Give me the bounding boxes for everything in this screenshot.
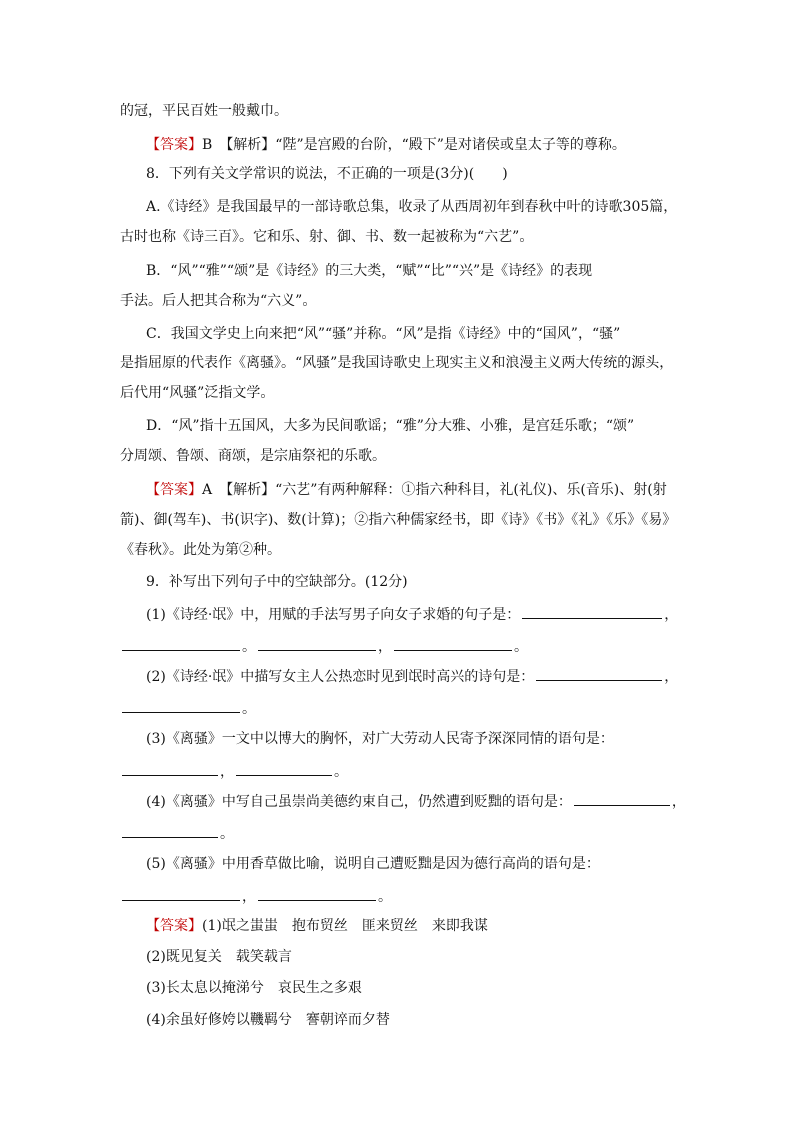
answer-9-line1 — [146, 916, 676, 936]
punct: ， — [220, 764, 234, 780]
punct: ， — [242, 889, 256, 905]
answer-blank[interactable] — [122, 823, 218, 838]
answer-blank[interactable] — [122, 698, 240, 713]
answer-tag: 【答案】 — [146, 482, 202, 498]
option-c-line1: C．我国文学史上向来把“风”“骚”并称。“风”是指《诗经》中的“国风”，“骚” — [146, 326, 621, 342]
answer-blank[interactable] — [122, 761, 218, 776]
punct: ， — [671, 794, 686, 810]
option-c-line3: 后代用“风骚”泛指文学。 — [120, 385, 275, 401]
sentence-3-line1 — [146, 729, 676, 749]
sentence-text: (2)《诗经·氓》中描写女主人公热恋时见到氓时高兴的诗句是： — [146, 669, 535, 685]
punct: 。 — [242, 701, 256, 717]
answer-blank[interactable] — [574, 791, 670, 806]
answer-7 — [146, 135, 676, 155]
option-a-line1: A.《诗经》是我国最早的一部诗歌总集，收录了从西周初年到春秋中叶的诗歌305篇， — [146, 199, 678, 215]
option-b-line2: 手法。后人把其合称为“六义”。 — [120, 293, 317, 309]
punct: 。 — [242, 639, 256, 655]
punct: ， — [664, 669, 679, 685]
answer-8-line3: 《春秋》。此处为第②种。 — [120, 542, 281, 558]
text-line: 的冠，平民百姓一般戴巾。 — [120, 103, 288, 119]
answer-blank[interactable] — [122, 886, 240, 901]
sentence-text: (5)《离骚》中用香草做比喻，说明自己遭贬黜是因为德行高尚的语句是： — [146, 856, 600, 872]
answer-text: B 【解析】“陛”是宫殿的台阶，“殿下”是对诸侯或皇太子等的尊称。 — [202, 137, 626, 153]
answer-text: A 【解析】“六艺”有两种解释：①指六种科目，礼(礼仪)、乐(音乐)、射(射 — [202, 482, 667, 498]
option-d-line1: D．“风”指十五国风，大多为民间歌谣；“雅”分大雅、小雅，是宫廷乐歌；“颂” — [146, 418, 635, 434]
sentence-5-line1 — [146, 854, 676, 874]
punct: 。 — [334, 764, 348, 780]
answer-text: (1)氓之蚩蚩 抱布贸丝 匪来贸丝 来即我谋 — [202, 918, 488, 934]
answer-blank[interactable] — [258, 636, 376, 651]
sentence-2-line1 — [146, 666, 679, 687]
answer-blank[interactable] — [522, 604, 662, 619]
answer-blank[interactable] — [122, 636, 240, 651]
question-9: 9．补写出下列句子中的空缺部分。(12分) — [146, 574, 408, 590]
answer-blank[interactable] — [394, 636, 512, 651]
answer-9-line4: (4)余虽好修姱以鞿羁兮 謇朝谇而夕替 — [146, 1012, 390, 1028]
answer-9-line3: (3)长太息以掩涕兮 哀民生之多艰 — [146, 980, 362, 996]
sentence-text: (3)《离骚》一文中以博大的胸怀，对广大劳动人民寄予深深同情的语句是： — [146, 731, 614, 747]
question-8: 8．下列有关文学常识的说法，不正确的一项是(3分)( ) — [146, 166, 508, 182]
option-a-line2: 古时也称《诗三百》。它和乐、射、御、书、数一起被称为“六艺”。 — [120, 229, 534, 245]
answer-blank[interactable] — [536, 666, 662, 681]
answer-tag: 【答案】 — [146, 137, 202, 153]
answer-8-line1 — [146, 480, 676, 500]
sentence-5-line2 — [120, 886, 676, 907]
sentence-2-line2 — [120, 698, 676, 719]
sentence-4-line2 — [120, 823, 676, 844]
punct: 。 — [514, 639, 528, 655]
sentence-3-line2 — [120, 761, 676, 782]
answer-9-line2: (2)既见复关 载笑载言 — [146, 949, 292, 965]
answer-blank[interactable] — [236, 761, 332, 776]
punct: 。 — [220, 826, 234, 842]
punct: ， — [378, 639, 392, 655]
punct: ， — [664, 607, 679, 623]
option-b-line1: B．“风”“雅”“颂”是《诗经》的三大类，“赋”“比”“兴”是《诗经》的表现 — [146, 263, 593, 279]
answer-8-line2: 箭)、御(驾车)、书(识字)、数(计算)；②指六种儒家经书，即《诗》《书》《礼》《乐》《易》 — [120, 512, 677, 528]
option-d-line2: 分周颂、鲁颂、商颂，是宗庙祭祀的乐歌。 — [120, 448, 386, 464]
sentence-text: (4)《离骚》中写自己虽崇尚美德约束自己，仍然遭到贬黜的语句是： — [146, 794, 572, 810]
answer-tag: 【答案】 — [146, 918, 202, 934]
sentence-text: (1)《诗经·氓》中，用赋的手法写男子向女子求婚的句子是： — [146, 607, 521, 623]
answer-blank[interactable] — [258, 886, 376, 901]
sentence-4-line1 — [146, 791, 686, 812]
sentence-1-line1 — [146, 604, 679, 625]
option-c-line2: 是指屈原的代表作《离骚》。“风骚”是我国诗歌史上现实主义和浪漫主义两大传统的源头， — [120, 355, 674, 371]
sentence-1-line2 — [120, 636, 676, 657]
punct: 。 — [378, 889, 392, 905]
